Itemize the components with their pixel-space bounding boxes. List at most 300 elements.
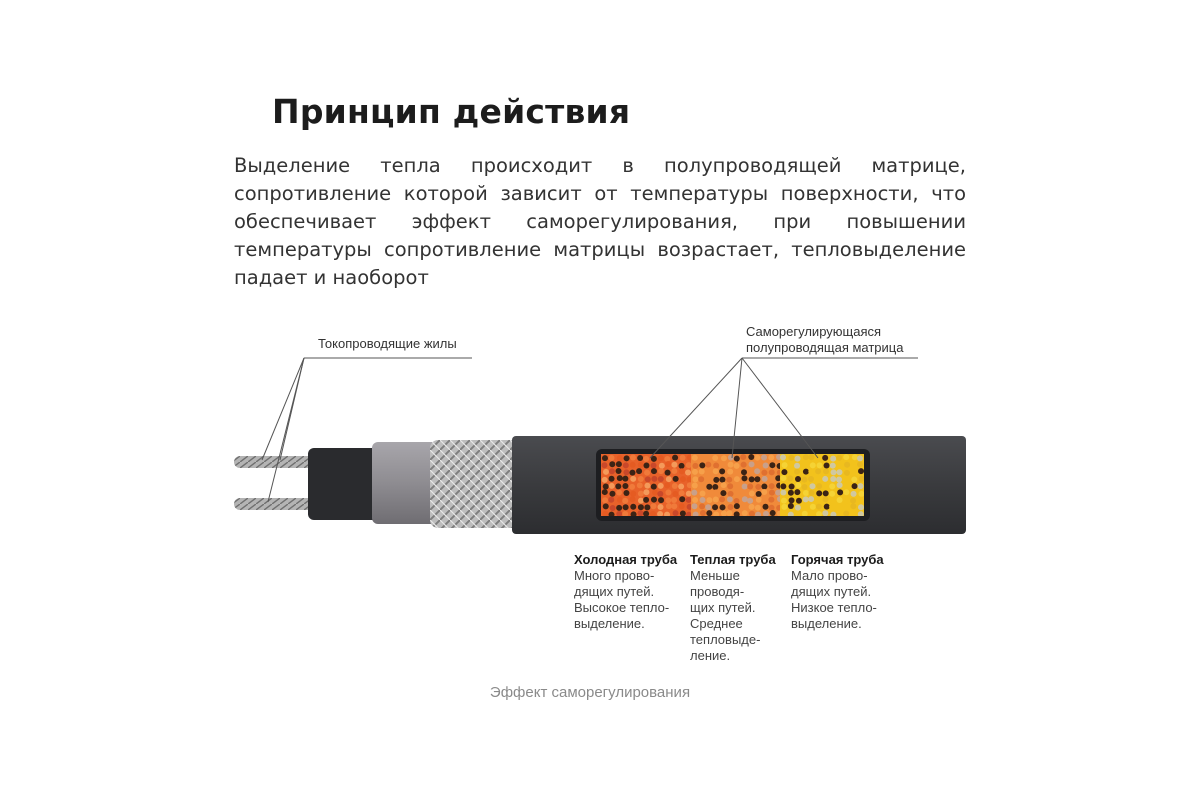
matrix-particle: [692, 455, 698, 461]
matrix-particle: [680, 476, 686, 482]
matrix-particle: [749, 490, 755, 496]
matrix-particle: [837, 489, 843, 495]
matrix-particle: [636, 468, 642, 474]
matrix-particle: [679, 503, 685, 509]
matrix-particle: [666, 476, 672, 482]
matrix-particle: [858, 468, 864, 474]
matrix-particle: [602, 477, 608, 483]
zone-line: ление.: [690, 648, 731, 663]
matrix-particle: [685, 470, 691, 476]
matrix-particle: [680, 510, 686, 516]
matrix-particle: [726, 477, 732, 483]
matrix-particle: [608, 455, 614, 461]
matrix-particle: [770, 510, 776, 516]
matrix-particle: [851, 491, 857, 497]
matrix-particle: [671, 468, 677, 474]
matrix-particle: [802, 511, 808, 517]
matrix-particle: [824, 504, 830, 510]
matrix-particle: [795, 510, 801, 516]
matrix-particle: [686, 497, 692, 503]
matrix-particle: [699, 469, 705, 475]
matrix-particle: [822, 476, 828, 482]
matrix-particle: [754, 468, 760, 474]
matrix-particle: [603, 469, 609, 475]
matrix-particle: [831, 469, 837, 475]
matrix-particle: [678, 483, 684, 489]
matrix-particle: [617, 475, 623, 481]
callout-matrix: [746, 324, 903, 356]
matrix-particle: [651, 484, 657, 490]
matrix-particle: [851, 477, 857, 483]
matrix-particle: [610, 505, 616, 511]
matrix-particle: [761, 498, 767, 504]
matrix-particle: [817, 462, 823, 468]
matrix-particle: [638, 498, 644, 504]
zone-line: щих путей.: [690, 600, 756, 615]
matrix-particle: [857, 455, 863, 461]
matrix-particle: [788, 503, 794, 509]
matrix-particle: [789, 483, 795, 489]
matrix-particle: [795, 482, 801, 488]
matrix-particle: [816, 490, 822, 496]
zone-title: Горячая труба: [791, 552, 884, 567]
matrix-particle: [756, 491, 762, 497]
matrix-particle: [706, 510, 712, 516]
matrix-particle: [692, 497, 698, 503]
matrix-particle: [816, 483, 822, 489]
matrix-particle: [691, 490, 697, 496]
matrix-particle: [824, 482, 830, 488]
matrix-particle: [658, 504, 664, 510]
matrix-particle: [699, 503, 705, 509]
matrix-particle: [780, 454, 786, 460]
matrix-particle: [623, 469, 629, 475]
matrix-particle: [623, 504, 629, 510]
matrix-particle: [630, 462, 636, 468]
matrix-particle: [851, 469, 857, 475]
zone-title: Теплая труба: [690, 552, 776, 567]
matrix-particle: [671, 503, 677, 509]
matrix-particle: [749, 476, 755, 482]
matrix-particle: [616, 505, 622, 511]
matrix-particle: [802, 484, 808, 490]
matrix-particle: [808, 496, 814, 502]
matrix-particle: [602, 497, 608, 503]
braid-shield: [430, 440, 524, 528]
matrix-particle: [795, 476, 801, 482]
matrix-particle: [816, 504, 822, 510]
matrix-particle: [638, 504, 644, 510]
matrix-particle: [755, 463, 761, 469]
matrix-particle: [741, 469, 747, 475]
matrix-particle: [638, 476, 644, 482]
matrix-particle: [768, 455, 774, 461]
zone-line: Мало прово-: [791, 568, 868, 583]
matrix-particle: [823, 496, 829, 502]
matrix-particle: [734, 463, 740, 469]
matrix-particle: [803, 469, 809, 475]
matrix-particle: [602, 455, 608, 461]
matrix-particle: [768, 497, 774, 503]
matrix-particle: [698, 484, 704, 490]
matrix-particle: [836, 477, 842, 483]
matrix-particle: [673, 510, 679, 516]
matrix-particle: [858, 497, 864, 503]
matrix-particle: [679, 496, 685, 502]
matrix-particle: [658, 497, 664, 503]
matrix-particle: [858, 504, 864, 510]
matrix-particle: [726, 510, 732, 516]
matrix-particle: [742, 505, 748, 511]
matrix-particle: [810, 462, 816, 468]
matrix-particle: [671, 497, 677, 503]
matrix-particle: [650, 503, 656, 509]
matrix-particle: [741, 475, 747, 481]
matrix-particle: [803, 496, 809, 502]
matrix-particle: [763, 504, 769, 510]
matrix-particle: [858, 491, 864, 497]
matrix-particle: [780, 483, 786, 489]
matrix-particle: [707, 490, 713, 496]
zone-line: Высокое тепло-: [574, 600, 670, 615]
matrix-particle: [645, 476, 651, 482]
matrix-particle: [673, 476, 679, 482]
matrix-particle: [808, 490, 814, 496]
callout-matrix-line2: полупроводящая матрица: [746, 340, 904, 355]
matrix-particle: [741, 462, 747, 468]
matrix-particle: [616, 490, 622, 496]
matrix-particle: [837, 504, 843, 510]
matrix-particle: [692, 483, 698, 489]
matrix-particle: [830, 497, 836, 503]
zone-line: Среднее: [690, 616, 743, 631]
matrix-particle: [713, 468, 719, 474]
matrix-particle: [795, 505, 801, 511]
matrix-particle: [844, 482, 850, 488]
matrix-particle: [829, 504, 835, 510]
matrix-particle: [843, 511, 849, 517]
matrix-particle: [658, 468, 664, 474]
matrix-particle: [616, 468, 622, 474]
matrix-particle: [630, 504, 636, 510]
matrix-particle: [837, 497, 843, 503]
matrix-particle: [755, 484, 761, 490]
matrix-particle: [629, 484, 635, 490]
matrix-particle: [829, 491, 835, 497]
matrix-particle: [781, 498, 787, 504]
matrix-particle: [719, 468, 725, 474]
matrix-particle: [700, 510, 706, 516]
zone-label-hot: [791, 552, 884, 632]
matrix-particle: [692, 463, 698, 469]
matrix-particle: [769, 490, 775, 496]
matrix-particle: [630, 491, 636, 497]
matrix-particle: [843, 454, 849, 460]
matrix-particle: [769, 469, 775, 475]
matrix-particle: [755, 505, 761, 511]
matrix-particle: [616, 461, 622, 467]
matrix-particle: [801, 503, 807, 509]
matrix-particle: [691, 503, 697, 509]
zone-line: дящих путей.: [791, 584, 872, 599]
matrix-particle: [651, 468, 657, 474]
matrix-particle: [780, 490, 786, 496]
matrix-particle: [680, 455, 686, 461]
matrix-particle: [852, 483, 858, 489]
matrix-particle: [749, 504, 755, 510]
matrix-particle: [712, 504, 718, 510]
matrix-particle: [638, 491, 644, 497]
matrix-particle: [623, 490, 629, 496]
matrix-particle: [782, 462, 788, 468]
matrix-particle: [601, 462, 607, 468]
matrix-particle: [651, 476, 657, 482]
intro-paragraph: Выделение тепла происходит в полупроводящей матрице, сопротивление которой зависит от температуры поверхности, что обеспечивает эффект саморегулирования, при повышении температуры сопротивление матрицы возрастает, тепловыделение падает и наоборот: [234, 154, 966, 289]
matrix-particle: [679, 468, 685, 474]
matrix-particle: [830, 456, 836, 462]
matrix-particle: [622, 483, 628, 489]
matrix-particle: [734, 503, 740, 509]
matrix-particle: [801, 461, 807, 467]
matrix-particle: [754, 476, 760, 482]
matrix-particle: [700, 497, 706, 503]
matrix-particle: [763, 511, 769, 517]
matrix-particle: [728, 454, 734, 460]
matrix-particle: [719, 477, 725, 483]
matrix-particle: [686, 462, 692, 468]
matrix-particle: [844, 477, 850, 483]
matrix-particle: [706, 454, 712, 460]
matrix-particle: [822, 510, 828, 516]
matrix-particle: [749, 469, 755, 475]
zone-line: Много прово-: [574, 568, 655, 583]
matrix-particle: [810, 504, 816, 510]
matrix-particle: [705, 504, 711, 510]
matrix-particle: [796, 498, 802, 504]
matrix-particle: [665, 490, 671, 496]
matrix-particle: [734, 456, 740, 462]
matrix-particle: [850, 503, 856, 509]
callout-matrix-line1: Саморегулирующаяся: [746, 324, 882, 339]
zone-label-warm: [690, 552, 776, 664]
matrix-particle: [609, 461, 615, 467]
matrix-particle: [844, 504, 850, 510]
matrix-particle: [742, 496, 748, 502]
matrix-particle: [603, 503, 609, 509]
matrix-particle: [658, 455, 664, 461]
figure-caption: Эффект саморегулирования: [489, 684, 691, 701]
matrix-particle: [700, 455, 706, 461]
matrix-particle: [665, 497, 671, 503]
zone-line: Низкое тепло-: [791, 600, 877, 615]
matrix-particle: [788, 455, 794, 461]
matrix-particle: [794, 463, 800, 469]
matrix-particle: [844, 470, 850, 476]
matrix-particle: [637, 482, 643, 488]
matrix-particle: [609, 468, 615, 474]
matrix-particle: [609, 476, 615, 482]
matrix-particle: [713, 477, 719, 483]
matrix-particle: [829, 483, 835, 489]
matrix-particle: [705, 468, 711, 474]
matrix-particle: [706, 475, 712, 481]
matrix-particle: [629, 496, 635, 502]
matrix-particle: [794, 489, 800, 495]
matrix-particle: [747, 498, 753, 504]
matrix-particle: [616, 511, 622, 517]
matrix-particle: [657, 491, 663, 497]
matrix-particle: [809, 483, 815, 489]
matrix-particle: [742, 484, 748, 490]
matrix-particle: [672, 483, 678, 489]
matrix-particle: [815, 476, 821, 482]
matrix-particle: [721, 510, 727, 516]
matrix-particle: [706, 497, 712, 503]
matrix-zone-hot: [780, 454, 865, 518]
matrix-particle: [815, 497, 821, 503]
matrix-particle: [712, 484, 718, 490]
matrix-particle: [700, 490, 706, 496]
matrix-particle: [836, 455, 842, 461]
matrix-particle: [761, 489, 767, 495]
matrix-particle: [728, 462, 734, 468]
matrix-particle: [734, 476, 740, 482]
matrix-particle: [615, 483, 621, 489]
matrix-particle: [630, 454, 636, 460]
matrix-particle: [769, 483, 775, 489]
matrix-particle: [762, 476, 768, 482]
matrix-particle: [781, 469, 787, 475]
matrix-particle: [788, 463, 794, 469]
matrix-particle: [836, 463, 842, 469]
matrix-particle: [665, 470, 671, 476]
matrix-particle: [679, 490, 685, 496]
matrix-particle: [637, 510, 643, 516]
matrix-particle: [794, 469, 800, 475]
matrix-particle: [629, 470, 635, 476]
matrix-particle: [740, 490, 746, 496]
matrix-particle: [617, 455, 623, 461]
matrix-particle: [721, 455, 727, 461]
matrix-particle: [699, 462, 705, 468]
matrix-particle: [830, 476, 836, 482]
matrix-particle: [823, 468, 829, 474]
matrix-particle: [850, 498, 856, 504]
zone-line: выделение.: [574, 616, 645, 631]
matrix-particle: [780, 475, 786, 481]
zone-line: проводя-: [690, 584, 745, 599]
matrix-particle: [808, 476, 814, 482]
matrix-particle: [727, 504, 733, 510]
matrix-particle: [692, 469, 698, 475]
matrix-particle: [658, 476, 664, 482]
matrix-particle: [706, 484, 712, 490]
matrix-particle: [734, 490, 740, 496]
matrix-particle: [651, 463, 657, 469]
page-title: Принцип действия: [272, 92, 631, 131]
matrix-particle: [624, 455, 630, 461]
matrix-particle: [713, 489, 719, 495]
matrix-particle: [843, 489, 849, 495]
matrix-particle: [602, 489, 608, 495]
zone-line: выделение.: [791, 616, 862, 631]
matrix-particle: [747, 483, 753, 489]
matrix-particle: [623, 462, 629, 468]
matrix-particle: [844, 497, 850, 503]
matrix-particle: [712, 455, 718, 461]
matrix-particle: [609, 491, 615, 497]
matrix-particle: [727, 483, 733, 489]
matrix-particle: [713, 463, 719, 469]
zone-line: тепловыде-: [690, 632, 761, 647]
matrix-particle: [720, 490, 726, 496]
matrix-particle: [837, 482, 843, 488]
matrix-particle: [748, 454, 754, 460]
matrix-particle: [789, 497, 795, 503]
matrix-particle: [638, 462, 644, 468]
matrix-particle: [671, 462, 677, 468]
foil-wrap: [372, 442, 438, 524]
zone-line: дящих путей.: [574, 584, 655, 599]
matrix-particle: [781, 504, 787, 510]
matrix-particle: [630, 476, 636, 482]
matrix-particle: [609, 483, 615, 489]
matrix-particle: [686, 491, 692, 497]
matrix-particle: [608, 497, 614, 503]
matrix-particle: [603, 483, 609, 489]
matrix-particle: [858, 483, 864, 489]
matrix-particle: [857, 461, 863, 467]
matrix-particle: [721, 482, 727, 488]
matrix-particle: [720, 504, 726, 510]
matrix-particle: [803, 454, 809, 460]
matrix-particle: [763, 463, 769, 469]
matrix-particle: [658, 483, 664, 489]
matrix-particle: [719, 496, 725, 502]
matrix-particle: [836, 469, 842, 475]
matrix-particle: [815, 468, 821, 474]
matrix-particle: [769, 462, 775, 468]
matrix-particle: [698, 476, 704, 482]
matrix-particle: [651, 456, 657, 462]
matrix-particle: [742, 510, 748, 516]
matrix-particle: [808, 454, 814, 460]
matrix-particle: [643, 462, 649, 468]
matrix-particle: [761, 484, 767, 490]
matrix-particle: [713, 497, 719, 503]
matrix-particle: [643, 497, 649, 503]
callout-conductors: Токопроводящие жилы: [318, 336, 457, 351]
matrix-particle: [643, 489, 649, 495]
matrix-particle: [830, 463, 836, 469]
matrix-particle: [719, 461, 725, 467]
matrix-particle: [734, 498, 740, 504]
matrix-particle: [749, 461, 755, 467]
matrix-particle: [787, 475, 793, 481]
matrix-particle: [850, 511, 856, 517]
matrix-zone-cold: [601, 454, 693, 518]
matrix-particle: [809, 510, 815, 516]
matrix-particle: [622, 498, 628, 504]
matrix-particle: [734, 470, 740, 476]
matrix-particle: [705, 462, 711, 468]
matrix-particle: [859, 476, 865, 482]
matrix-particle: [637, 455, 643, 461]
matrix-particle: [672, 455, 678, 461]
matrix-particle: [664, 456, 670, 462]
matrix-particle: [602, 511, 608, 517]
matrix-particle: [652, 490, 658, 496]
